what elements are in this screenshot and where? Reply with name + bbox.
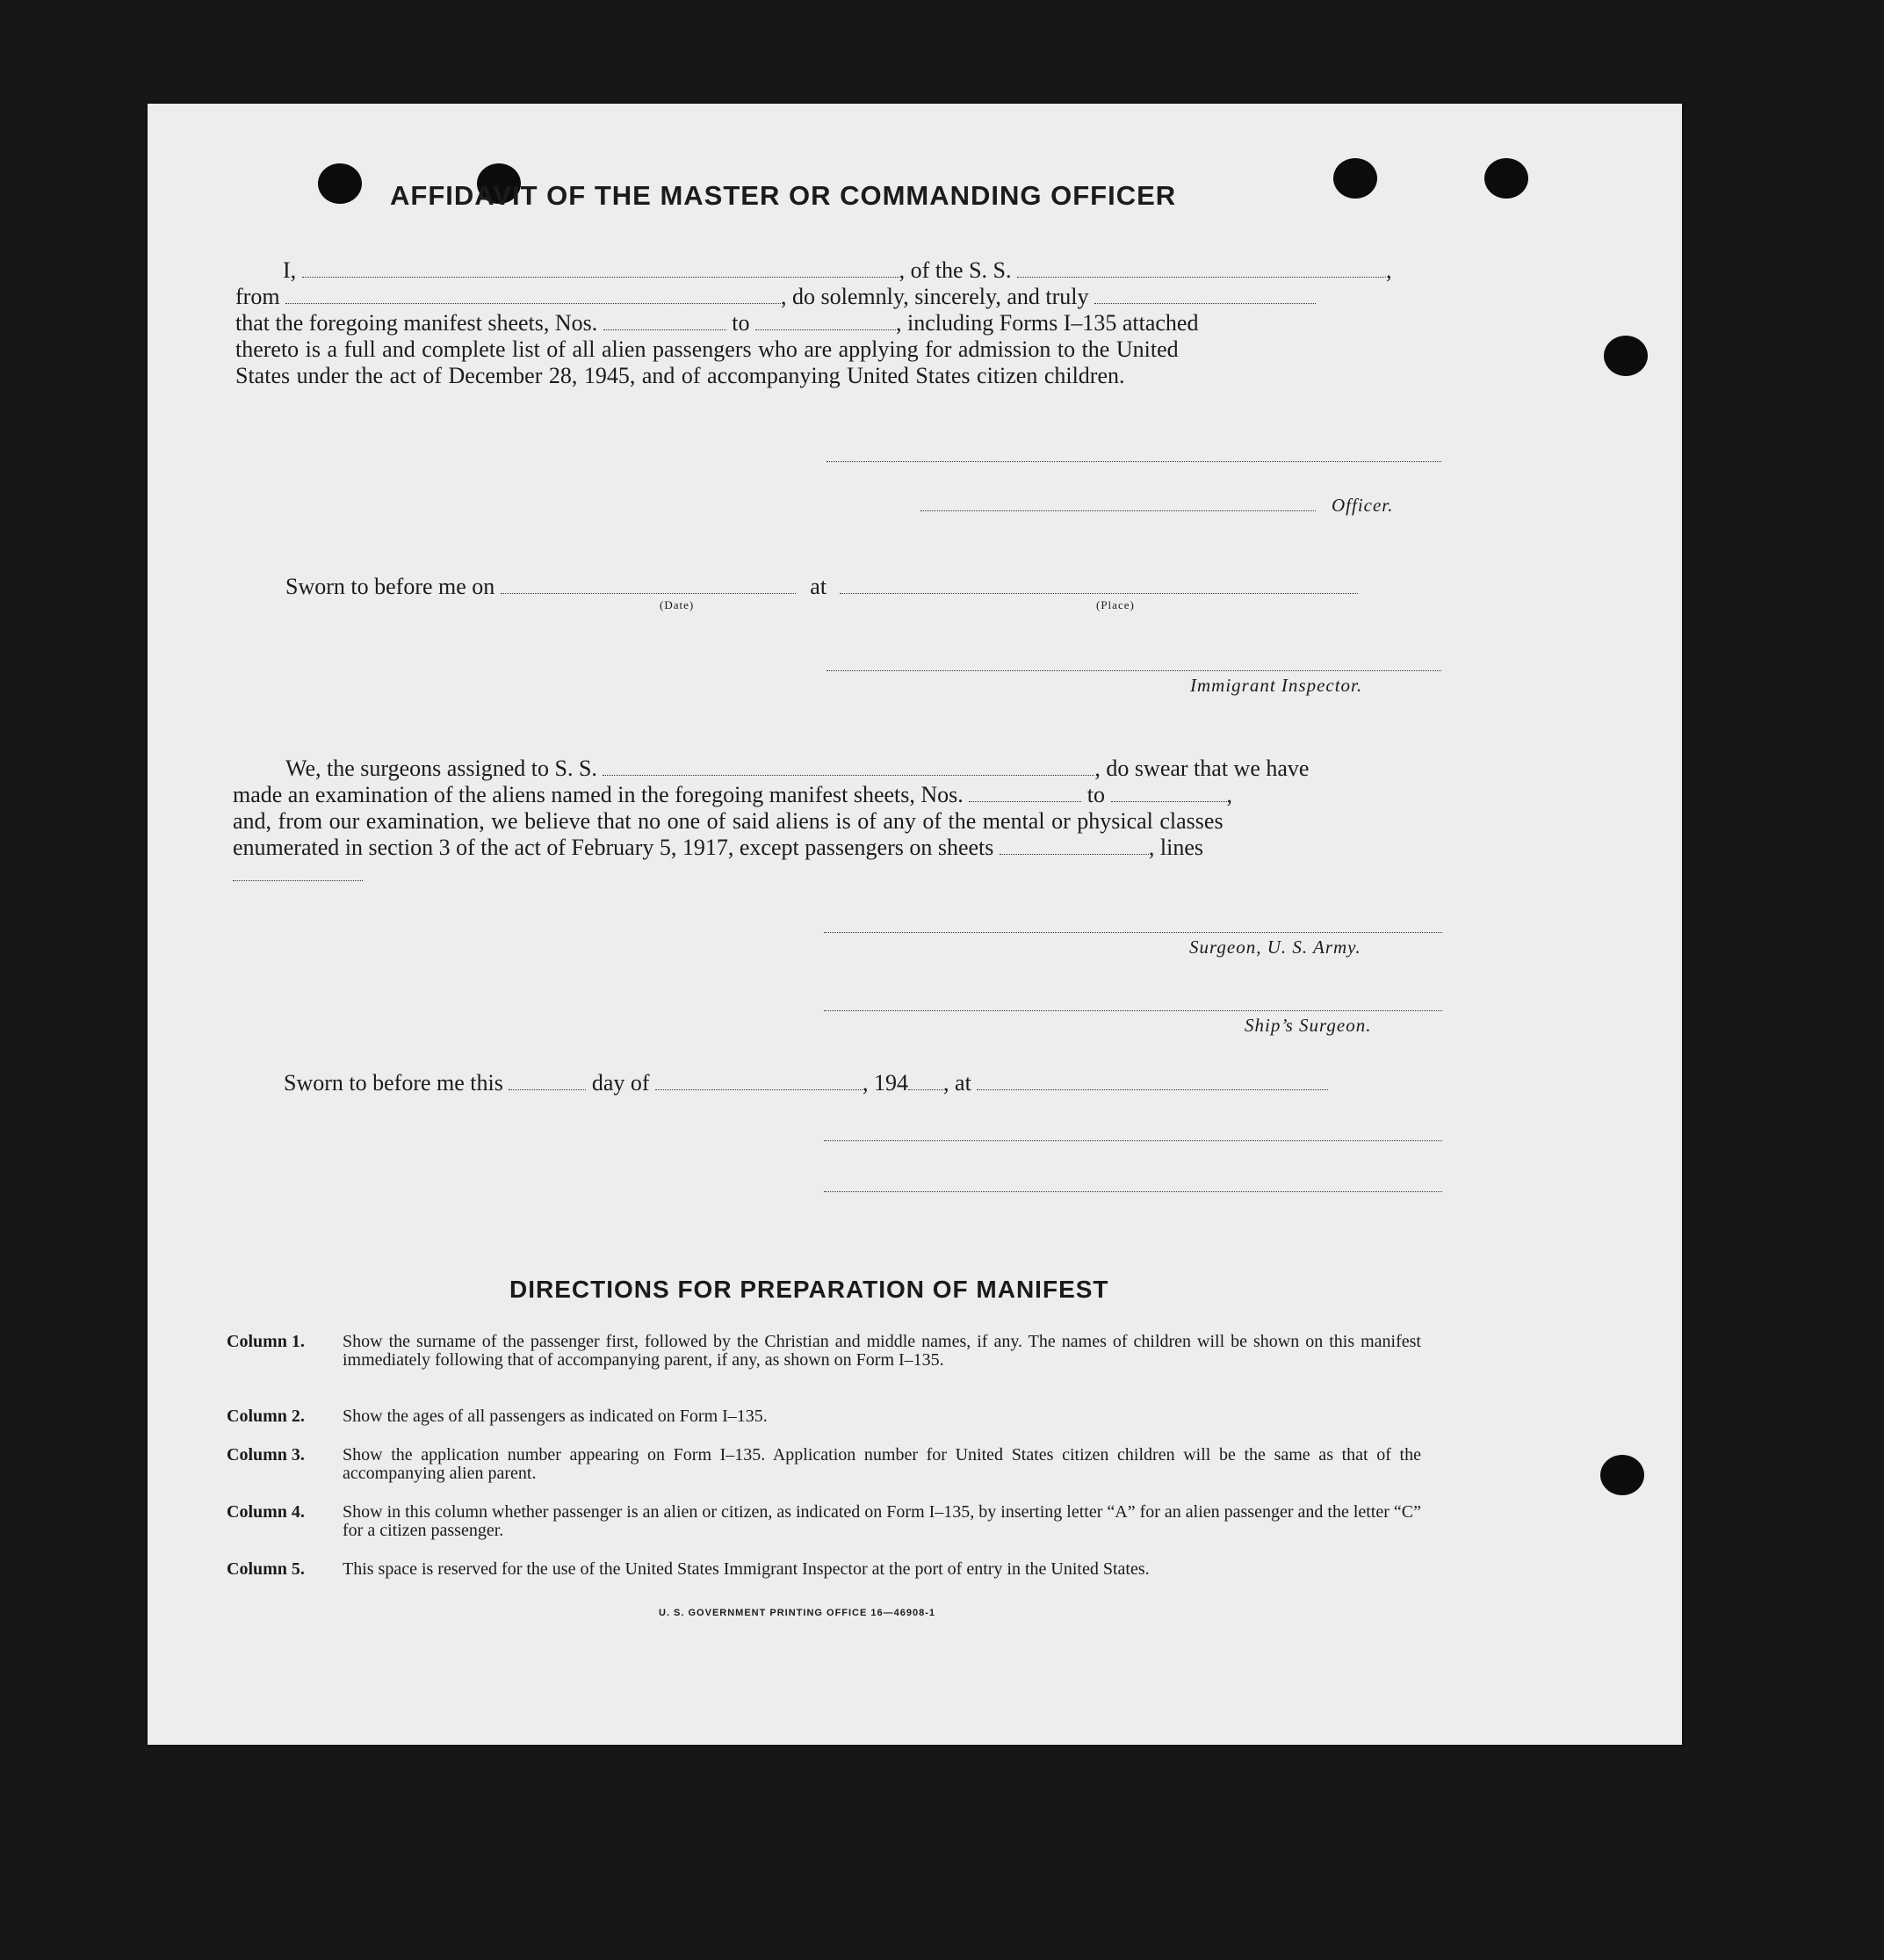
date-caption: (Date) xyxy=(660,598,695,611)
oath-blank[interactable] xyxy=(1094,287,1316,304)
sworn-place2-blank[interactable] xyxy=(977,1074,1328,1090)
officer-signature-line[interactable] xyxy=(920,510,1316,511)
printing-office-footer: U. S. GOVERNMENT PRINTING OFFICE 16—46908-1 xyxy=(659,1608,936,1618)
punch-hole xyxy=(1333,158,1377,199)
direction-column-5: Column 5. This space is reserved for the use of the United States Immigrant Inspector at the port of entry in the United States. xyxy=(227,1559,1150,1579)
direction-column-2: Column 2. Show the ages of all passengers as indicated on Form I–135. xyxy=(227,1407,768,1426)
signature-line[interactable] xyxy=(824,1191,1442,1192)
sheet-to-blank[interactable] xyxy=(755,314,896,330)
surgeons-line-1: We, the surgeons assigned to S. S. , do swear that we have xyxy=(285,756,1310,781)
affidavit-line-2: from , do solemnly, sincerely, and truly xyxy=(235,284,1316,310)
except-sheets-blank[interactable] xyxy=(1000,838,1149,855)
name-blank[interactable] xyxy=(302,261,899,278)
signature-line[interactable] xyxy=(824,1140,1442,1141)
form-page xyxy=(148,104,1682,1745)
sworn-year-blank[interactable] xyxy=(908,1074,943,1090)
surgeons-line-4: enumerated in section 3 of the act of February 5, 1917, except passengers on sheets , lines xyxy=(233,835,1204,860)
army-surgeon-caption: Surgeon, U. S. Army. xyxy=(1189,937,1361,958)
army-surgeon-signature-line[interactable] xyxy=(824,932,1442,933)
sworn-line-1: Sworn to before me on at xyxy=(285,574,1358,600)
lines-blank[interactable] xyxy=(233,880,363,881)
sheet-from-blank[interactable] xyxy=(603,314,726,330)
directions-title: DIRECTIONS FOR PREPARATION OF MANIFEST xyxy=(509,1276,1109,1303)
ship-surgeon-signature-line[interactable] xyxy=(824,1010,1442,1011)
surgeon-ship-blank[interactable] xyxy=(603,759,1094,776)
surgeon-sheet-from-blank[interactable] xyxy=(969,785,1081,802)
punch-hole xyxy=(1600,1455,1644,1495)
sworn-month-blank[interactable] xyxy=(655,1074,863,1090)
ship-name-blank[interactable] xyxy=(1017,261,1386,278)
affidavit-line-4: thereto is a full and complete list of all alien passengers who are applying for admission to the United xyxy=(235,336,1179,362)
surgeons-line-2: made an examination of the aliens named in the foregoing manifest sheets, Nos. to , xyxy=(233,782,1232,807)
direction-column-1: Column 1. Show the surname of the passenger first, followed by the Christian and middle names, if any. The names of children will be shown on this manifest immediately following that of accompanying parent, if any, as shown on Form I–135. xyxy=(227,1332,1421,1370)
affidavit-line-5: States under the act of December 28, 1945, and of accompanying United States citizen children. xyxy=(235,363,1125,388)
direction-column-3: Column 3. Show the application number appearing on Form I–135. Application number for United States citizen children will be the same as that of the accompanying alien parent. xyxy=(227,1445,1421,1483)
punch-hole xyxy=(1604,336,1648,376)
direction-column-4: Column 4. Show in this column whether passenger is an alien or citizen, as indicated on Form I–135, by inserting letter “A” for an alien passenger and the letter “C” for a citizen passenger. xyxy=(227,1502,1421,1540)
surgeons-line-3: and, from our examination, we believe that no one of said aliens is of any of the mental or physical classes xyxy=(233,808,1224,834)
punch-hole xyxy=(318,163,362,204)
sworn-line-2: Sworn to before me this day of , 194 , at xyxy=(284,1070,1328,1096)
place-caption: (Place) xyxy=(1096,598,1135,611)
affidavit-line-3: that the foregoing manifest sheets, Nos. to , including Forms I–135 attached xyxy=(235,310,1199,336)
affidavit-line-1: I, , of the S. S. , xyxy=(283,257,1392,283)
ship-surgeon-caption: Ship’s Surgeon. xyxy=(1245,1015,1372,1036)
inspector-caption: Immigrant Inspector. xyxy=(1190,675,1363,696)
punch-hole xyxy=(1484,158,1528,199)
sworn-place-blank[interactable] xyxy=(840,577,1358,594)
signature-line[interactable] xyxy=(827,461,1441,462)
affidavit-title: AFFIDAVIT OF THE MASTER OR COMMANDING OFFICER xyxy=(390,180,1177,211)
from-blank[interactable] xyxy=(285,287,781,304)
surgeon-sheet-to-blank[interactable] xyxy=(1111,785,1227,802)
sworn-date-blank[interactable] xyxy=(501,577,796,594)
inspector-signature-line[interactable] xyxy=(827,670,1441,671)
officer-caption: Officer. xyxy=(1332,495,1394,516)
sworn-day-blank[interactable] xyxy=(509,1074,586,1090)
